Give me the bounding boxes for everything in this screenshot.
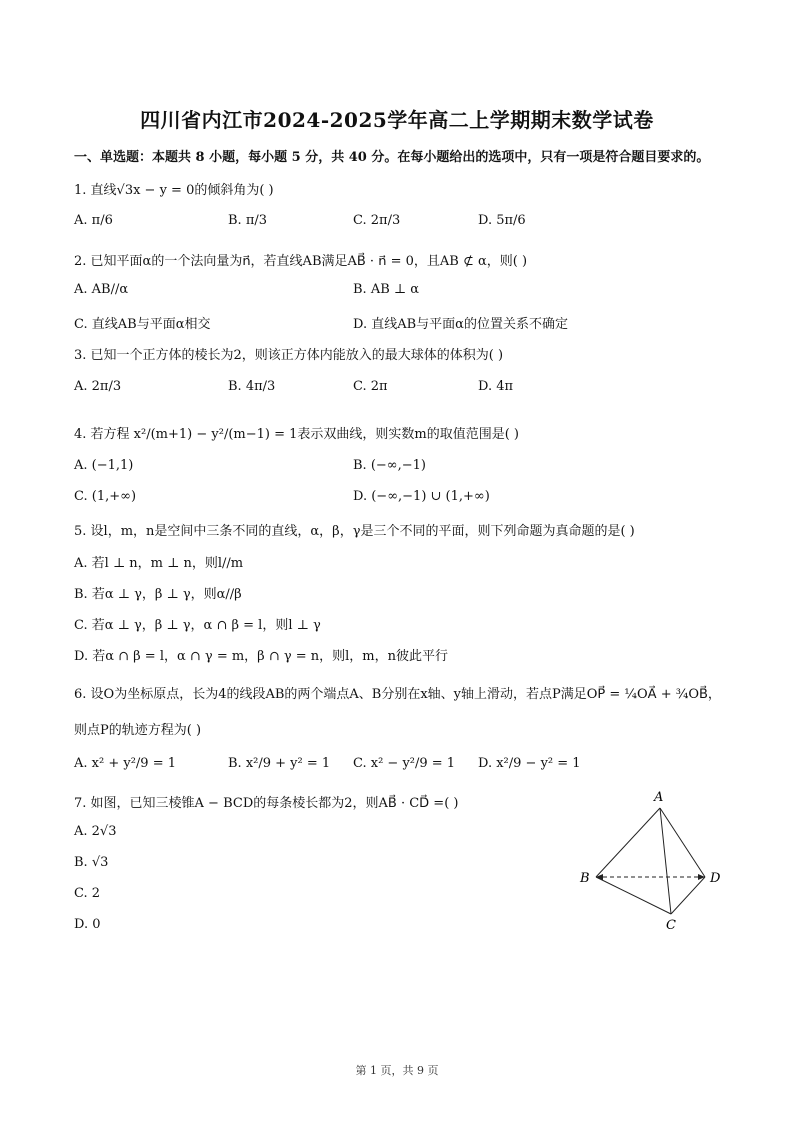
label-d: D [710,871,721,886]
q7-option-c: C. 2 [74,886,101,901]
q3-option-d: D. 4π [478,379,514,394]
edge-ac [660,808,671,914]
q3-option-b: B. 4π/3 [228,379,276,394]
question-1-stem: 1. 直线√3x − y = 0的倾斜角为( ) [74,183,274,198]
q3-option-a: A. 2π/3 [74,379,122,394]
q5-option-b: B. 若α ⊥ γ，β ⊥ γ，则α//β [74,587,242,602]
q6-option-b: B. x²/9 + y² = 1 [228,756,331,771]
q2-option-a: A. AB//α [74,282,129,297]
q1-option-d: D. 5π/6 [478,213,526,228]
q1-option-a: A. π/6 [74,213,113,228]
q4-option-d: D. (−∞,−1) ∪ (1,+∞) [353,489,490,504]
q3-option-c: C. 2π [353,379,388,394]
q2-option-c: C. 直线AB与平面α相交 [74,317,211,332]
q2-option-d: D. 直线AB与平面α的位置关系不确定 [353,317,568,332]
q4-option-c: C. (1,+∞) [74,489,137,504]
q4-option-b: B. (−∞,−1) [353,458,426,473]
edge-ab [596,808,660,877]
q1-option-c: C. 2π/3 [353,213,401,228]
tetrahedron-figure [570,784,730,934]
question-6-stem: 6. 设O为坐标原点，长为4的线段AB的两个端点A、B分别在x轴、y轴上滑动，若点P满足OP⃗ = ¼OA⃗ + ¾OB⃗， [74,687,721,702]
question-2-stem: 2. 已知平面α的一个法向量为n⃗，若直线AB满足AB⃗ · n⃗ = 0，且AB ⊄ α，则( ) [74,254,528,269]
page-title: 四川省内江市2024-2025学年高二上学期期末数学试卷 [140,108,654,132]
section-heading: 一、单选题：本题共 8 小题，每小题 5 分，共 40 分。在每小题给出的选项中，只有一项是符合题目要求的。 [74,150,710,165]
q7-option-d: D. 0 [74,917,101,932]
question-7-stem: 7. 如图，已知三棱锥A − BCD的每条棱长都为2，则AB⃗ · CD⃗ =( ) [74,796,459,811]
q7-option-a: A. 2√3 [74,824,117,839]
question-3-stem: 3. 已知一个正方体的棱长为2，则该正方体内能放入的最大球体的体积为( ) [74,348,504,363]
question-6-stem-continued: 则点P的轨迹方程为( ) [74,723,202,738]
q5-option-c: C. 若α ⊥ γ，β ⊥ γ，α ∩ β = l，则l ⊥ γ [74,618,321,633]
q5-option-a: A. 若l ⊥ n，m ⊥ n，则l//m [74,556,244,571]
q6-option-c: C. x² − y²/9 = 1 [353,756,456,771]
edge-cd [671,877,705,914]
edge-bc [596,877,671,914]
q6-option-d: D. x²/9 − y² = 1 [478,756,581,771]
q7-option-b: B. √3 [74,855,109,870]
q1-option-b: B. π/3 [228,213,268,228]
question-5-stem: 5. 设l，m，n是空间中三条不同的直线，α，β，γ是三个不同的平面，则下列命题为真命题的是( ) [74,524,635,539]
q4-option-a: A. (−1,1) [74,458,134,473]
label-b: B [580,871,590,886]
q6-option-a: A. x² + y²/9 = 1 [74,756,176,771]
q5-option-d: D. 若α ∩ β = l，α ∩ γ = m，β ∩ γ = n，则l，m，n彼此平行 [74,649,449,664]
label-a: A [654,790,664,805]
question-4-stem: 4. 若方程 x²/(m+1) − y²/(m−1) = 1表示双曲线，则实数m的取值范围是( ) [74,427,519,442]
page-footer: 第 1 页，共 9 页 [355,1064,439,1077]
q2-option-b: B. AB ⊥ α [353,282,420,297]
edge-ad [660,808,705,877]
label-c: C [666,918,676,933]
